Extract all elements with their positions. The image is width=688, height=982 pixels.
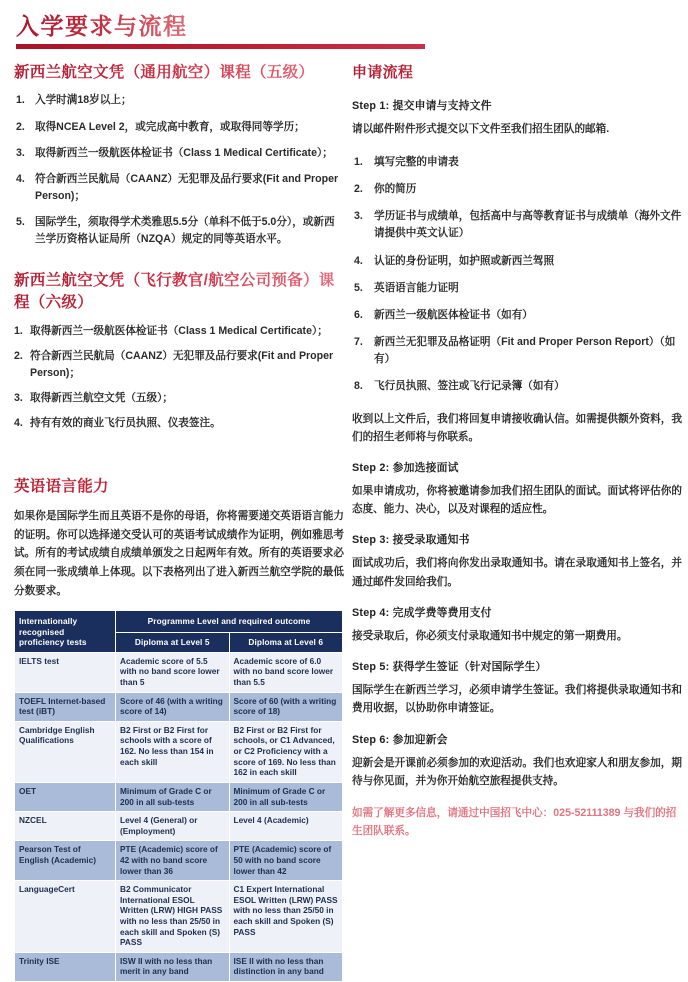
table-head (15, 610, 343, 652)
list-item: 取得新西兰一级航医体检证书（Class 1 Medical Certificate）； (35, 146, 333, 159)
list-item: 入学时满18岁以上； (35, 94, 132, 107)
spacer (14, 263, 344, 270)
cell-level5: Level 4 (General) or (Employment) (116, 812, 230, 841)
cell-level6: Academic score of 6.0 with no band score lower than 5.5 (229, 652, 343, 692)
step-5-body: 国际学生在新西兰学习，必须申请学生签证。我们将提供录取通知书和费用收据，以协助你申请签证。 (352, 684, 682, 715)
cell-test-name: NZCEL (15, 812, 116, 841)
list-item: 取得NCEA Level 2，或完成高中教育，或取得同等学历； (35, 120, 305, 133)
list-item: 符合新西兰民航局（CAANZ）无犯罪及品行要求(Fit and Proper Person)； (35, 172, 339, 203)
cell-test-name: TOEFL Internet-based test (iBT) (15, 692, 116, 721)
table-row (15, 881, 343, 953)
step-4-body: 接受录取后，你必须支付录取通知书中规定的第一期费用。 (352, 629, 628, 642)
step-4-title: Step 4: 完成学费等费用支付 (352, 606, 492, 619)
list-item: 取得新西兰航空文凭（五级）； (30, 391, 174, 404)
table-col-header-level5: Diploma at Level 5 (116, 632, 230, 652)
step-6-body: 迎新会是开课前必须参加的欢迎活动。我们也欢迎家人和朋友参加，期待与你见面，并为你开始航空旅程提供支持。 (352, 756, 682, 787)
cell-level6: Minimum of Grade C or 200 in all sub-tests (229, 782, 343, 811)
cell-test-name: Trinity ISE (15, 952, 116, 981)
step-1-outro: 收到以上文件后，我们将回复申请接收确认信。如需提供额外资料，我们的招生老师将与你联系。 (352, 412, 682, 443)
section-heading-diploma-level6: 新西兰航空文凭（飞行教官/航空公司预备）课程（六级） (14, 270, 344, 315)
list-item: 新西兰一级航医体检证书（如有） (374, 308, 533, 321)
step-5-title: Step 5: 获得学生签证（针对国际学生） (352, 661, 547, 674)
step-2-title: Step 2: 参加选接面试 (352, 461, 459, 474)
cell-level5: Score of 46 (with a writing score of 14) (116, 692, 230, 721)
title-divider (16, 44, 425, 49)
cell-test-name: OET (15, 782, 116, 811)
list-item: 国际学生，须取得学术类雅思5.5分（单科不低于5.0分），或新西兰学历资格认证局所（NZQA）规定的同等英语水平。 (35, 216, 335, 246)
cell-level5: B2 First or B2 First for schools with a score of 162. No less than 154 in each skill (116, 721, 230, 782)
table-group-header-programme-level: Programme Level and required outcome (116, 610, 343, 632)
cell-test-name: Pearson Test of English (Academic) (15, 841, 116, 881)
section-heading-english-proficiency: 英语语言能力 (14, 476, 344, 498)
list-diploma-level5-requirements (14, 92, 344, 248)
table-row (15, 692, 343, 721)
table-row (15, 841, 343, 881)
list-item: 持有有效的商业飞行员执照、仪表签注。 (30, 417, 221, 430)
list-item: 认证的身份证明，如护照或新西兰驾照 (374, 254, 555, 267)
table-row (15, 652, 343, 692)
cell-level5: PTE (Academic) score of 42 with no band score lower than 36 (116, 841, 230, 881)
cell-level5: B2 Communicator International ESOL Written (LRW) HIGH PASS with no less than 25/50 in each skill and Spoken (S) PASS (116, 881, 230, 953)
step-2-body: 如果申请成功，你将被邀请参加我们招生团队的面试。面试将评估你的态度、能力、决心，以及对课程的适应性。 (352, 484, 682, 516)
cell-level6: Level 4 (Academic) (229, 812, 343, 841)
cell-level6: B2 First or B2 First for schools, or C1 Advanced, or C2 Proficiency with a score of 169. No less than 162 in each skill (229, 721, 343, 782)
list-item: 英语语言能力证明 (374, 281, 459, 294)
cell-level6: PTE (Academic) score of 50 with no band score lower than 42 (229, 841, 343, 881)
spacer (352, 147, 682, 154)
table-row (15, 952, 343, 981)
cell-test-name: LanguageCert (15, 881, 116, 953)
cell-level6: ISE II with no less than distinction in any band (229, 952, 343, 981)
list-diploma-level6-requirements (14, 323, 344, 433)
list-item: 你的简历 (374, 183, 417, 196)
list-item: 新西兰无犯罪及品格证明（Fit and Proper Person Report）（如有） (374, 336, 676, 366)
list-item: 取得新西兰一级航医体检证书（Class 1 Medical Certificate）； (30, 324, 328, 337)
step-6-title: Step 6: 参加迎新会 (352, 733, 448, 746)
table-header-row-1 (15, 610, 343, 632)
list-item: 飞行员执照、签注或飞行记录簿（如有） (374, 380, 565, 393)
step-3-title: Step 3: 接受录取通知书 (352, 534, 470, 547)
left-column (14, 62, 344, 982)
cell-level5: Minimum of Grade C or 200 in all sub-tests (116, 782, 230, 811)
list-item: 学历证书与成绩单，包括高中与高等教育证书与成绩单（海外文件请提供中英文认证） (374, 210, 682, 240)
spacer (14, 446, 344, 476)
section-heading-diploma-level5: 新西兰航空文凭（通用航空）课程（五级） (14, 62, 344, 84)
list-application-documents (352, 154, 682, 396)
table-body (15, 652, 343, 981)
english-score-requirements-table (14, 610, 343, 982)
cell-level6: C1 Expert International ESOL Written (LRW) PASS with no less than 25/50 in each skill and Spoken (S) PASS (229, 881, 343, 953)
step-3-body: 面试成功后，我们将向你发出录取通知书。请在录取通知书上签名，并通过邮件发回给我们。 (352, 557, 682, 588)
list-item: 填写完整的申请表 (374, 155, 459, 168)
section-heading-application-process: 申请流程 (352, 62, 682, 84)
cell-level5: ISW II with no less than merit in any band (116, 952, 230, 981)
step-1-intro: 请以邮件附件形式提交以下文件至我们招生团队的邮箱. (352, 122, 610, 135)
table-row (15, 721, 343, 782)
right-column (352, 62, 682, 840)
table-row (15, 782, 343, 811)
english-proficiency-paragraph: 如果你是国际学生而且英语不是你的母语，你将需要递交英语语言能力的证明。你可以选择递交受认可的英语考试成绩作为证明，例如雅思考试。所有的考试成绩自成绩单颁发之日起两年有效。所有的英语要求必须在同一张成绩单上体现。以下表格列出了进入新西兰航空学院的最低分数要求。 (14, 509, 344, 598)
cell-level6: Score of 60 (with a writing score of 18) (229, 692, 343, 721)
list-item: 符合新西兰民航局（CAANZ）无犯罪及品行要求(Fit and Proper Person)； (30, 349, 334, 379)
table-col-header-tests: Internationally recognised proficiency tests (15, 610, 116, 652)
cell-test-name: IELTS test (15, 652, 116, 692)
page-title: 入学要求与流程 (16, 8, 188, 41)
cell-level5: Academic score of 5.5 with no band score lower than 5 (116, 652, 230, 692)
table-row (15, 812, 343, 841)
cell-test-name: Cambridge English Qualifications (15, 721, 116, 782)
contact-note: 如需了解更多信息，请通过中国招飞中心：025-52111389 与我们的招生团队联系。 (352, 806, 677, 838)
step-1-title: Step 1: 提交申请与支持文件 (352, 99, 492, 112)
table-col-header-level6: Diploma at Level 6 (229, 632, 343, 652)
